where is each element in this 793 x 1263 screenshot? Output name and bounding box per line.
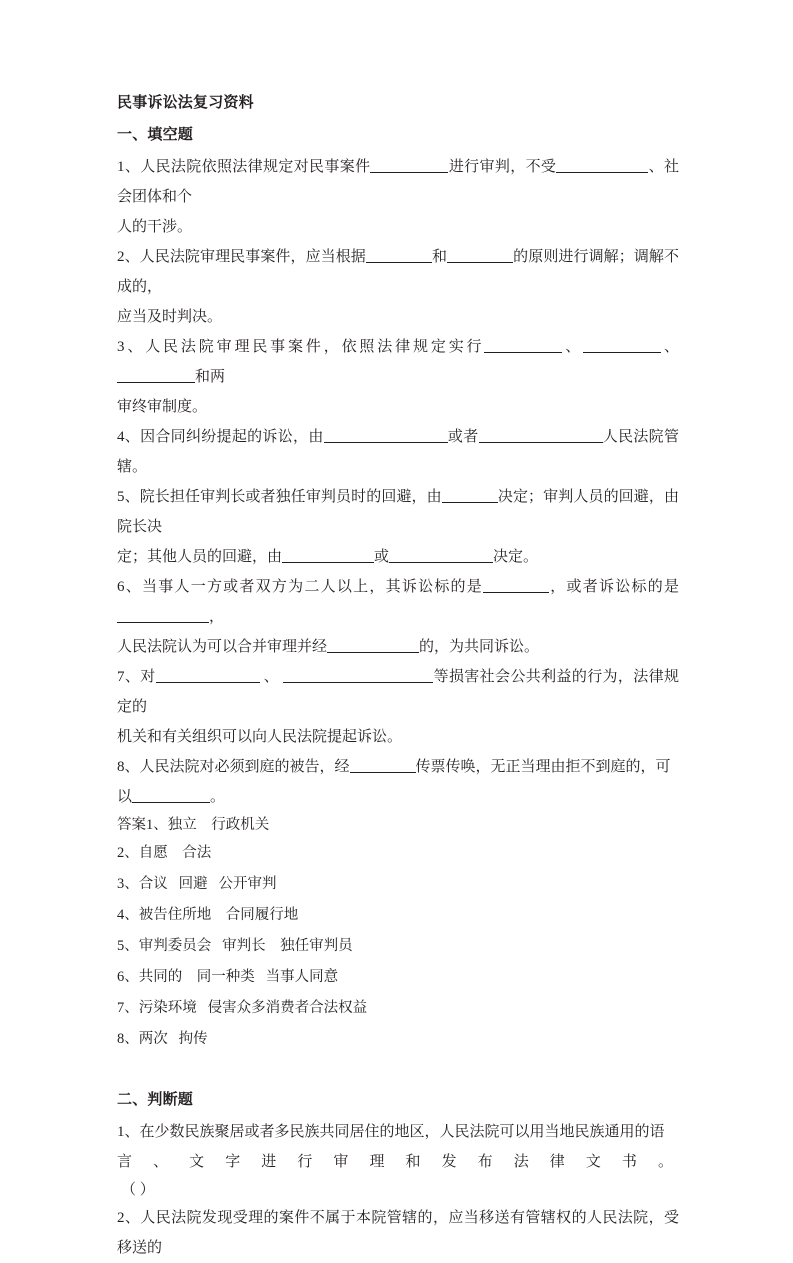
question-2-text-a: 2、人民法院审理民事案件，应当根据 [117, 249, 366, 265]
question-item-2 [117, 242, 679, 332]
blank-1-2 [556, 157, 648, 173]
tf1-char-11: 法 [513, 1154, 529, 1170]
blank-2-1 [366, 247, 432, 263]
question-4-text-b: 或者 [447, 429, 479, 445]
truefalse-item-2-line1: 2、人民法院发现受理的案件不属于本院管辖的，应当移送有管辖权的人民法院，受移送的 [117, 1210, 679, 1256]
question-1-text-b: 进行审判，不受 [448, 159, 557, 175]
question-6-text-c: ， [209, 609, 225, 625]
blank-6-1 [483, 577, 549, 593]
blank-8-2 [132, 787, 210, 803]
blank-3-2 [583, 337, 661, 353]
tf1-char-3: 字 [225, 1154, 241, 1170]
tf1-char-7: 理 [369, 1154, 385, 1170]
tf1-char-8: 和 [405, 1154, 421, 1170]
blank-7-2 [283, 667, 433, 683]
question-7-text-a: 7、对 [117, 669, 156, 685]
blank-3-3 [117, 367, 195, 383]
question-3-text-a: 3、人民法院审理民事案件，依照法律规定实行 [117, 339, 485, 355]
tf1-char-10: 布 [477, 1154, 493, 1170]
question-6-text-b: ，或者诉讼标的是 [549, 579, 679, 595]
tf1-char-0: 言 [117, 1154, 133, 1170]
question-8-text-b: 传票传唤，无正当理由拒不到庭的，可 [415, 759, 671, 775]
answer-line-2: 2、自愿 合法 [117, 845, 212, 861]
blank-5-2 [282, 547, 374, 563]
truefalse-item-1-answer-parens: （ ） [121, 1182, 155, 1198]
blank-7-1 [156, 667, 260, 683]
tf1-char-6: 审 [333, 1154, 349, 1170]
question-3-text-e: 审终审制度。 [117, 399, 208, 415]
answer-line-4: 4、被告住所地 合同履行地 [117, 907, 299, 923]
blank-6-3 [327, 637, 419, 653]
question-5-text-d: 或 [374, 549, 390, 565]
question-item-1 [117, 152, 679, 242]
tf1-char-9: 发 [441, 1154, 457, 1170]
question-4-text-c: 人民法院管辖。 [117, 429, 679, 475]
truefalse-item-1-line2 [117, 1147, 673, 1177]
answer-line-7: 7、污染环境 侵害众多消费者合法权益 [117, 1000, 368, 1016]
blank-3-1 [484, 337, 562, 353]
blank-5-1 [442, 487, 498, 503]
answer-line-1: 答案1、独立 行政机关 [117, 817, 270, 833]
blank-8-1 [350, 757, 416, 773]
question-1-text-a: 1、人民法院依照法律规定对民事案件 [117, 159, 371, 175]
tf1-char-15: 。 [657, 1154, 673, 1170]
tf1-char-12: 律 [549, 1154, 565, 1170]
tf1-char-14: 书 [621, 1154, 637, 1170]
blank-6-2 [117, 607, 209, 623]
question-7-text-c: 等损害社会公共利益的行为，法律规定的 [117, 669, 680, 715]
section-heading-fill-in-blanks: 一、填空题 [117, 127, 194, 143]
answer-line-3: 3、合议 回避 公开审判 [117, 876, 277, 892]
question-item-3 [117, 332, 679, 422]
question-6-text-a: 6、当事人一方或者双方为二人以上，其诉讼标的是 [117, 579, 484, 595]
question-3-text-d: 和两 [195, 369, 226, 385]
question-4-text-a: 4、因合同纠纷提起的诉讼，由 [117, 429, 324, 445]
question-3-text-c: 、 [661, 339, 679, 355]
answer-line-8: 8、两次 拘传 [117, 1031, 208, 1047]
tf1-char-1: 、 [153, 1154, 169, 1170]
question-8-text-d: 。 [210, 789, 226, 805]
question-5-text-b: 决定；审判人员的回避，由院长决 [117, 489, 679, 535]
question-1-text-c: 、社会团体和个 [117, 159, 679, 205]
section-spacer [117, 1055, 679, 1085]
question-item-8 [117, 752, 679, 812]
question-3-text-b: 、 [562, 339, 584, 355]
section-heading-true-false: 二、判断题 [117, 1092, 194, 1108]
page-title: 民事诉讼法复习资料 [117, 95, 254, 111]
question-5-text-c: 定；其他人员的回避，由 [117, 549, 283, 565]
question-5-text-e: 决定。 [493, 549, 539, 565]
question-2-text-d: 应当及时判决。 [117, 309, 223, 325]
question-7-text-d: 机关和有关组织可以向人民法院提起诉讼。 [117, 729, 403, 745]
answer-line-6: 6、共同的 同一种类 当事人同意 [117, 969, 339, 985]
question-6-text-d: 人民法院认为可以合并审理并经 [117, 639, 328, 655]
blank-4-1 [324, 427, 448, 443]
question-2-text-c: 的原则进行调解；调解不成的， [117, 249, 679, 295]
truefalse-item-1-line1: 1、在少数民族聚居或者多民族共同居住的地区，人民法院可以用当地民族通用的语 [117, 1124, 665, 1140]
blank-1-1 [370, 157, 448, 173]
blank-5-3 [389, 547, 493, 563]
question-6-text-e: 的，为共同诉讼。 [419, 639, 540, 655]
question-5-text-a: 5、院长担任审判长或者独任审判员时的回避，由 [117, 489, 442, 505]
question-item-7 [117, 662, 679, 752]
answer-line-5: 5、审判委员会 审判长 独任审判员 [117, 938, 353, 954]
tf1-char-13: 文 [585, 1154, 601, 1170]
question-8-text-a: 8、人民法院对必须到庭的被告，经 [117, 759, 350, 775]
blank-4-2 [479, 427, 603, 443]
blank-2-2 [447, 247, 513, 263]
document-body [117, 88, 679, 1263]
question-1-text-d: 人的干涉。 [117, 219, 193, 235]
tf1-char-4: 进 [261, 1154, 277, 1170]
question-8-text-c: 以 [117, 789, 133, 805]
question-item-4 [117, 422, 679, 482]
tf1-char-5: 行 [297, 1154, 313, 1170]
question-item-5 [117, 482, 679, 572]
question-item-6 [117, 572, 679, 662]
question-7-text-b: 、 [263, 669, 280, 685]
question-2-text-b: 和 [431, 249, 448, 265]
tf1-char-2: 文 [189, 1154, 205, 1170]
